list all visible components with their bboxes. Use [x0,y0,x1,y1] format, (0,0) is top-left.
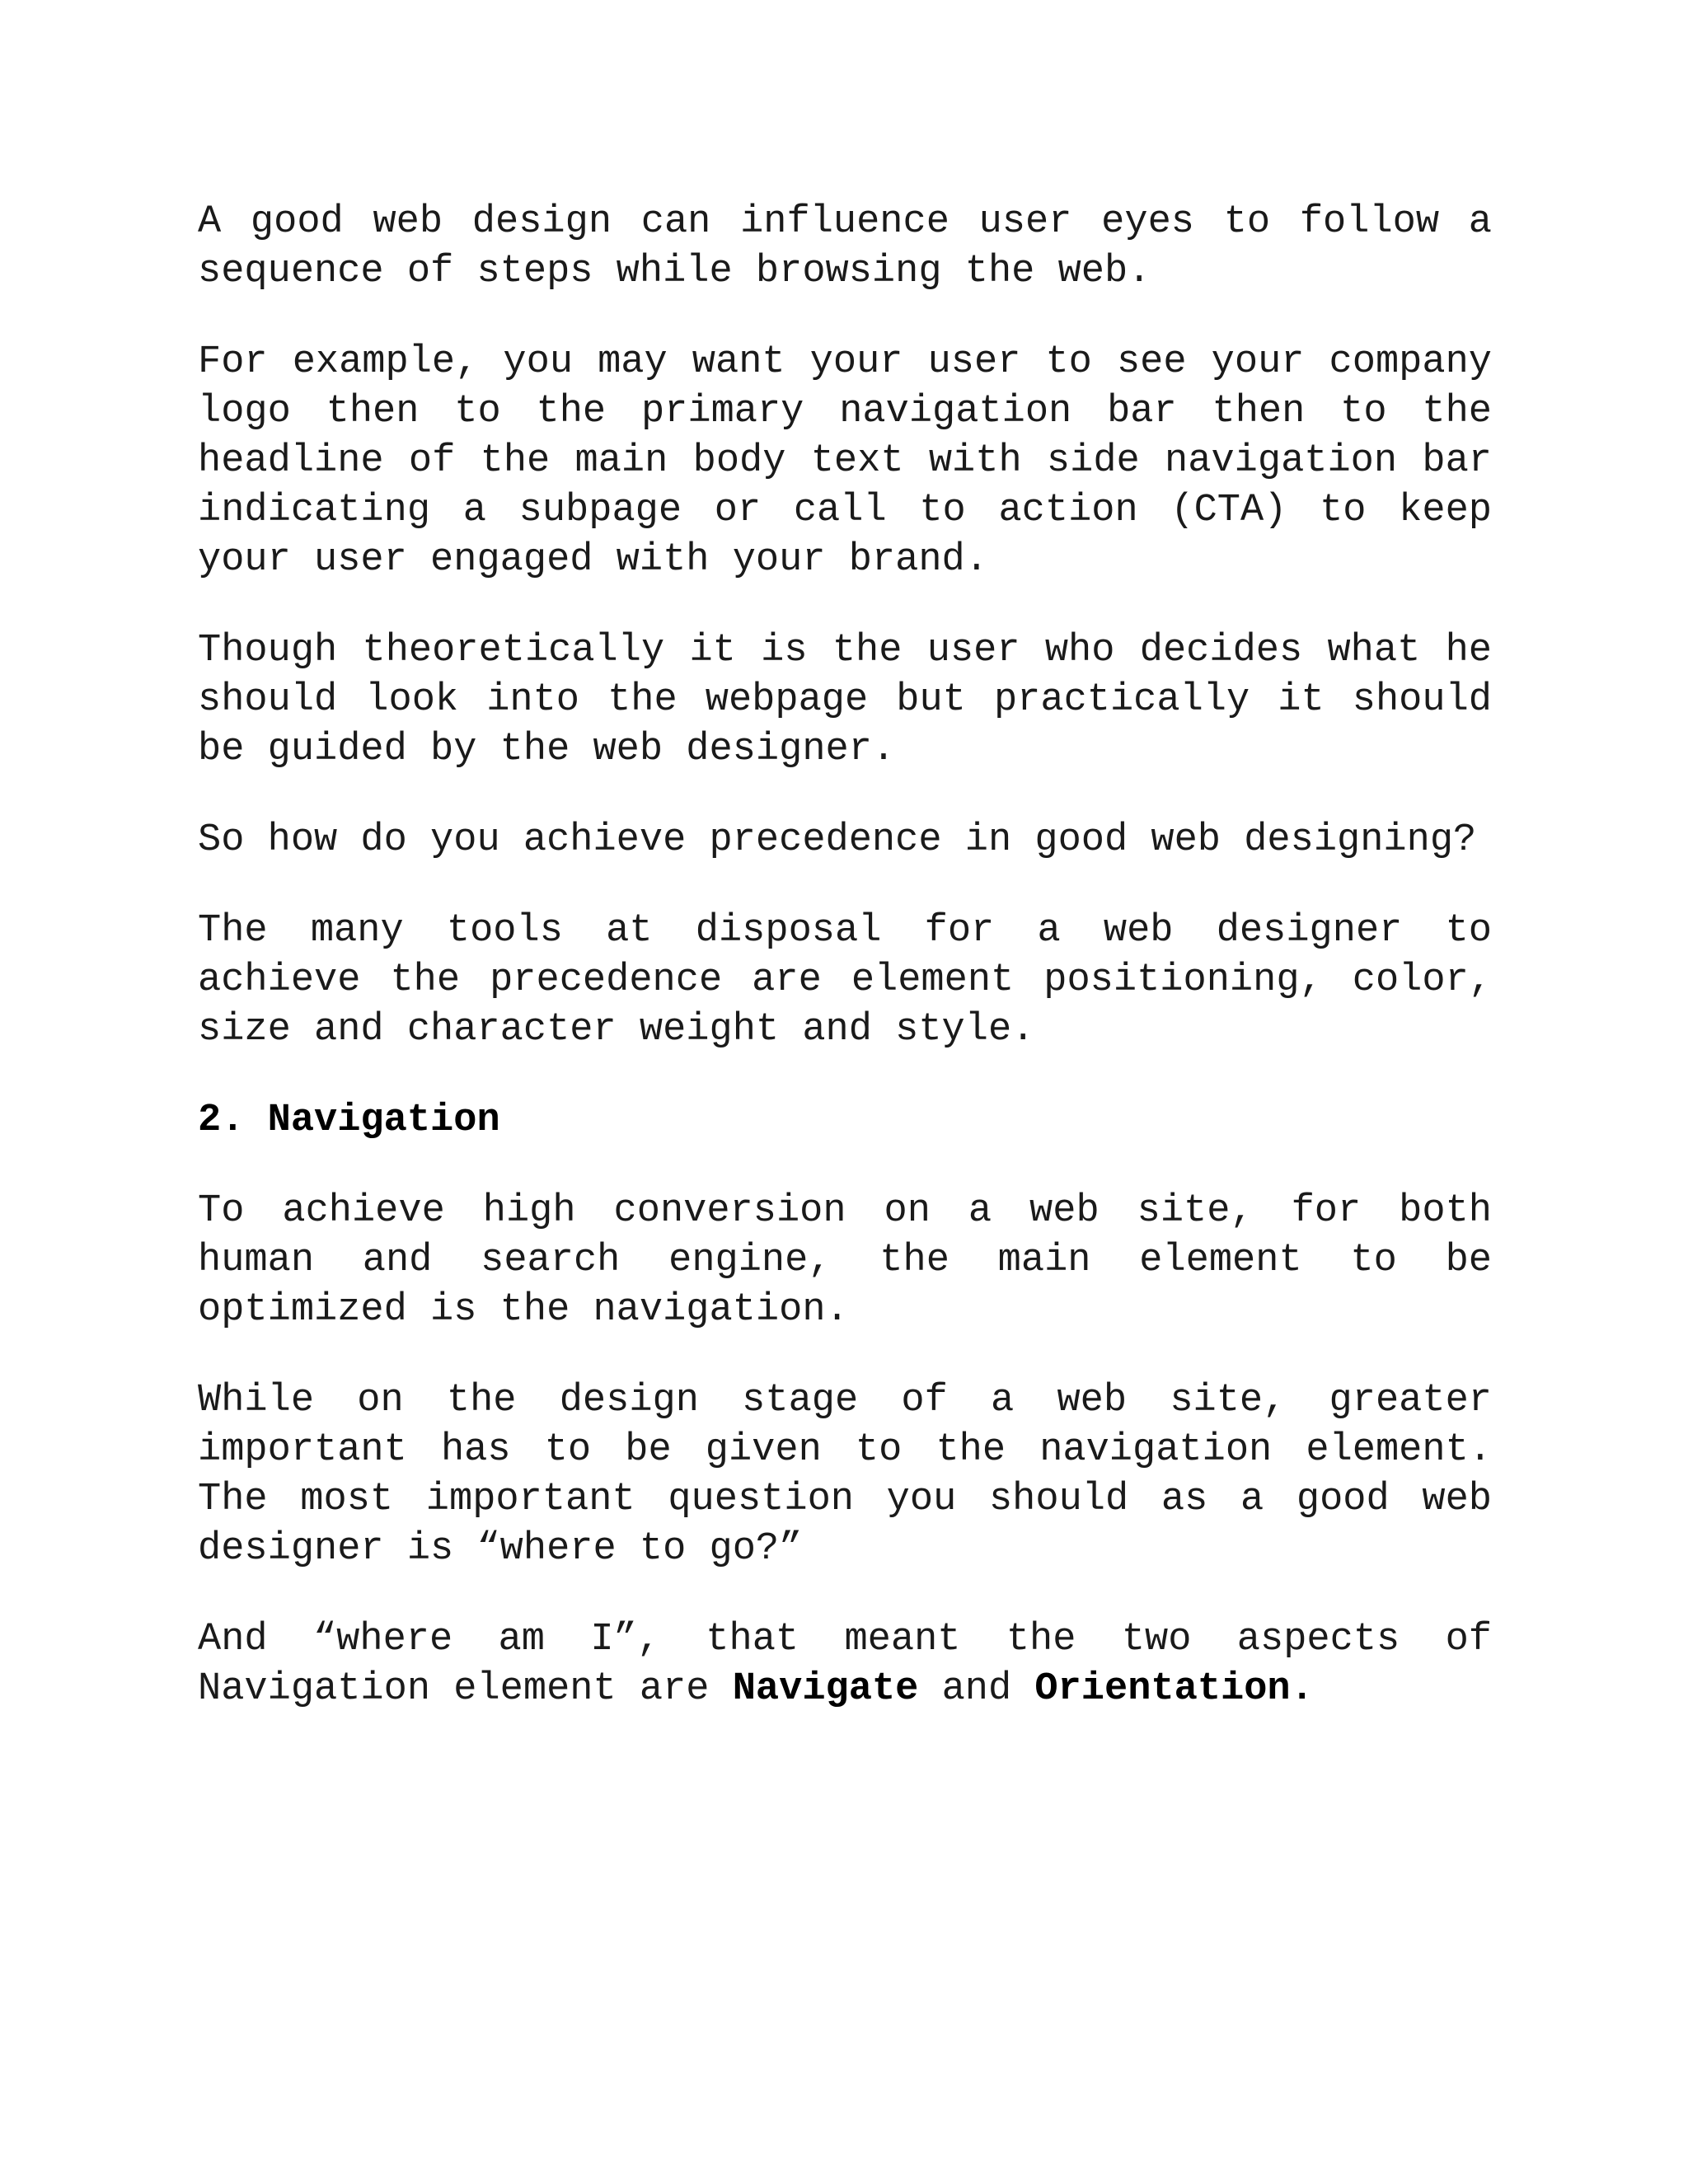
paragraph-question: So how do you achieve precedence in good web designing? [198,818,1477,862]
paragraph-design-stage: While on the design stage of a web site, greater important has to be given to the navigation element. The most important question you should as a good web designer is “where to go?” [198,1379,1492,1571]
paragraph-theory: Though theoretically it is the user who decides what he should look into the webpage but practically it should be guided by the web designer. [198,629,1492,771]
aspects-text-after: . [1290,1667,1314,1711]
document-page [198,198,1492,1755]
paragraph-example: For example, you may want your user to see your company logo then to the primary navigation bar then to the headline of the main body text with side navigation bar indicating a subpage or call to action (CTA) to keep your user engaged with your brand. [198,340,1492,582]
paragraph-conversion: To achieve high conversion on a web site, for both human and search engine, the main element to be optimized is the navigation. [198,1189,1492,1332]
paragraph-tools: The many tools at disposal for a web designer to achieve the precedence are element positioning, color, size and character weight and style. [198,909,1492,1052]
aspects-text-before: And “where am I”, that meant the two aspects of Navigation element are [198,1618,1492,1711]
paragraph-intro: A good web design can influence user eyes to follow a sequence of steps while browsing the web. [198,200,1492,293]
aspects-text-between: and [918,1667,1035,1711]
bold-navigate: Navigate [732,1667,919,1711]
bold-orientation: Orientation [1034,1667,1291,1711]
paragraph-aspects [198,1615,1492,1714]
section-heading-navigation: 2. Navigation [198,1099,500,1142]
